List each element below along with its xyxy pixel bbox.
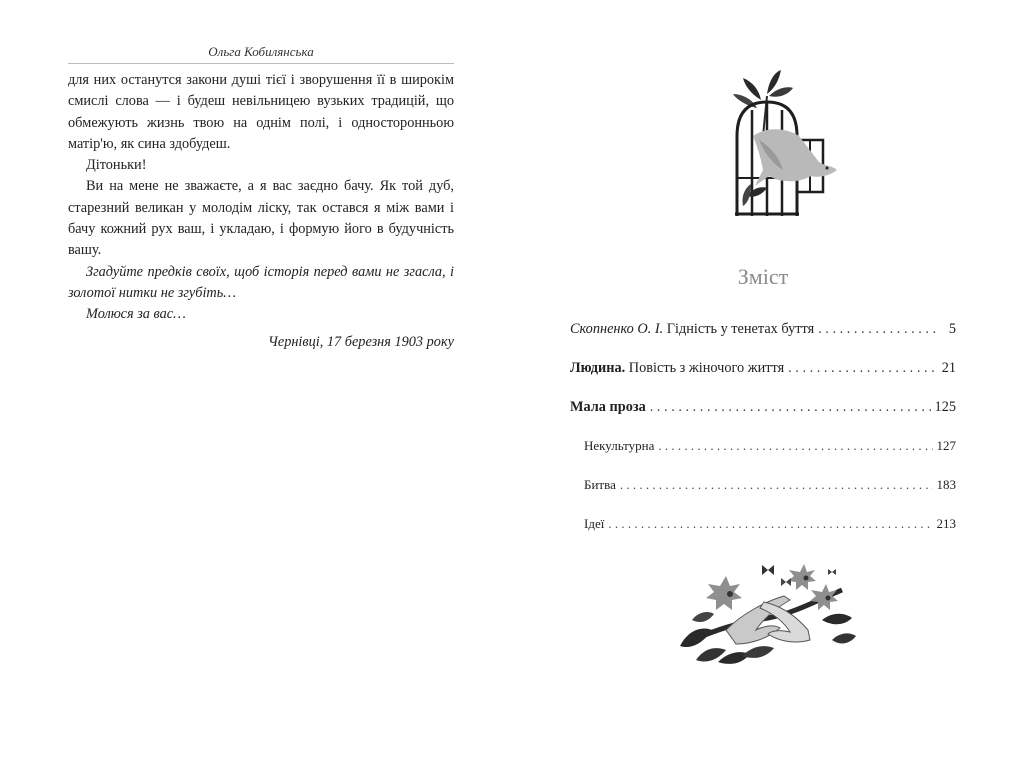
toc-entry-bold-title: Людина. (570, 360, 626, 376)
signature-line: Чернівці, 17 березня 1903 року (268, 333, 454, 350)
toc-entry-1[interactable] (570, 321, 956, 338)
toc-entry-page: 183 (936, 477, 956, 492)
toc-entry-page: 213 (936, 516, 956, 531)
toc-entry-2[interactable] (570, 360, 956, 377)
paragraph-5: Молюся за вас… (86, 306, 186, 323)
running-header: Ольга Кобилянська (208, 44, 314, 59)
toc-leader-dots (650, 399, 931, 416)
toc-entry-title (570, 321, 814, 338)
flowers-and-hands-icon (672, 560, 862, 670)
toc-leader-dots (788, 360, 936, 377)
toc-leader-dots (608, 516, 932, 532)
toc-leader-dots (620, 477, 933, 493)
right-page (512, 0, 1024, 767)
toc-entry-5[interactable] (584, 477, 956, 493)
paragraph-1: для них останутся закони душі тієї і зворушення її в широкім смислі слова — і будеш невільницею вузьких традицій, що обмежують жизнь твою на однім полі, і односторонньою матір'ю, як сина здобудеш. (68, 72, 454, 152)
toc-entry-6[interactable] (584, 516, 956, 532)
toc-entry-page: 125 (934, 399, 956, 415)
toc-title: Зміст (737, 264, 789, 289)
birdcage-with-dove-icon (707, 66, 847, 221)
toc-entry-bold-title: Мала проза (570, 399, 646, 415)
toc-entry-page: 21 (941, 360, 956, 376)
header-rule (68, 63, 454, 64)
toc-entry-4[interactable] (584, 438, 956, 454)
toc-leader-dots (818, 321, 936, 338)
toc-leader-dots (658, 438, 932, 454)
toc-entry-page: 127 (936, 438, 956, 453)
body-text (68, 70, 454, 353)
toc-entry-name: Некультурна (584, 438, 655, 453)
toc-entry-name: Повість з жіночого життя (628, 360, 785, 376)
paragraph-2: Дітоньки! (86, 157, 147, 174)
paragraph-4: Згадуйте предків своїх, щоб історія перед вами не згасла, і золотої нитки не згубіть… (68, 263, 454, 301)
toc-entry-name: Битва (584, 477, 616, 492)
toc-entry-title (570, 360, 784, 377)
toc-entry-author: Скопненко О. І. (570, 321, 664, 337)
toc-entry-page: 5 (948, 321, 956, 337)
toc-entry-name: Гідність у тенетах буття (666, 321, 815, 337)
toc-entry-name: Ідеї (584, 516, 605, 531)
toc-entry-3[interactable] (570, 399, 956, 416)
paragraph-3: Ви на мене не зважаєте, а я вас заєдно бачу. Як той дуб, старезний великан у молодім ліску, так остався я між вами і бачу кожний рух ваш, і укладаю, і формую його в будучність вашу. (68, 178, 454, 259)
